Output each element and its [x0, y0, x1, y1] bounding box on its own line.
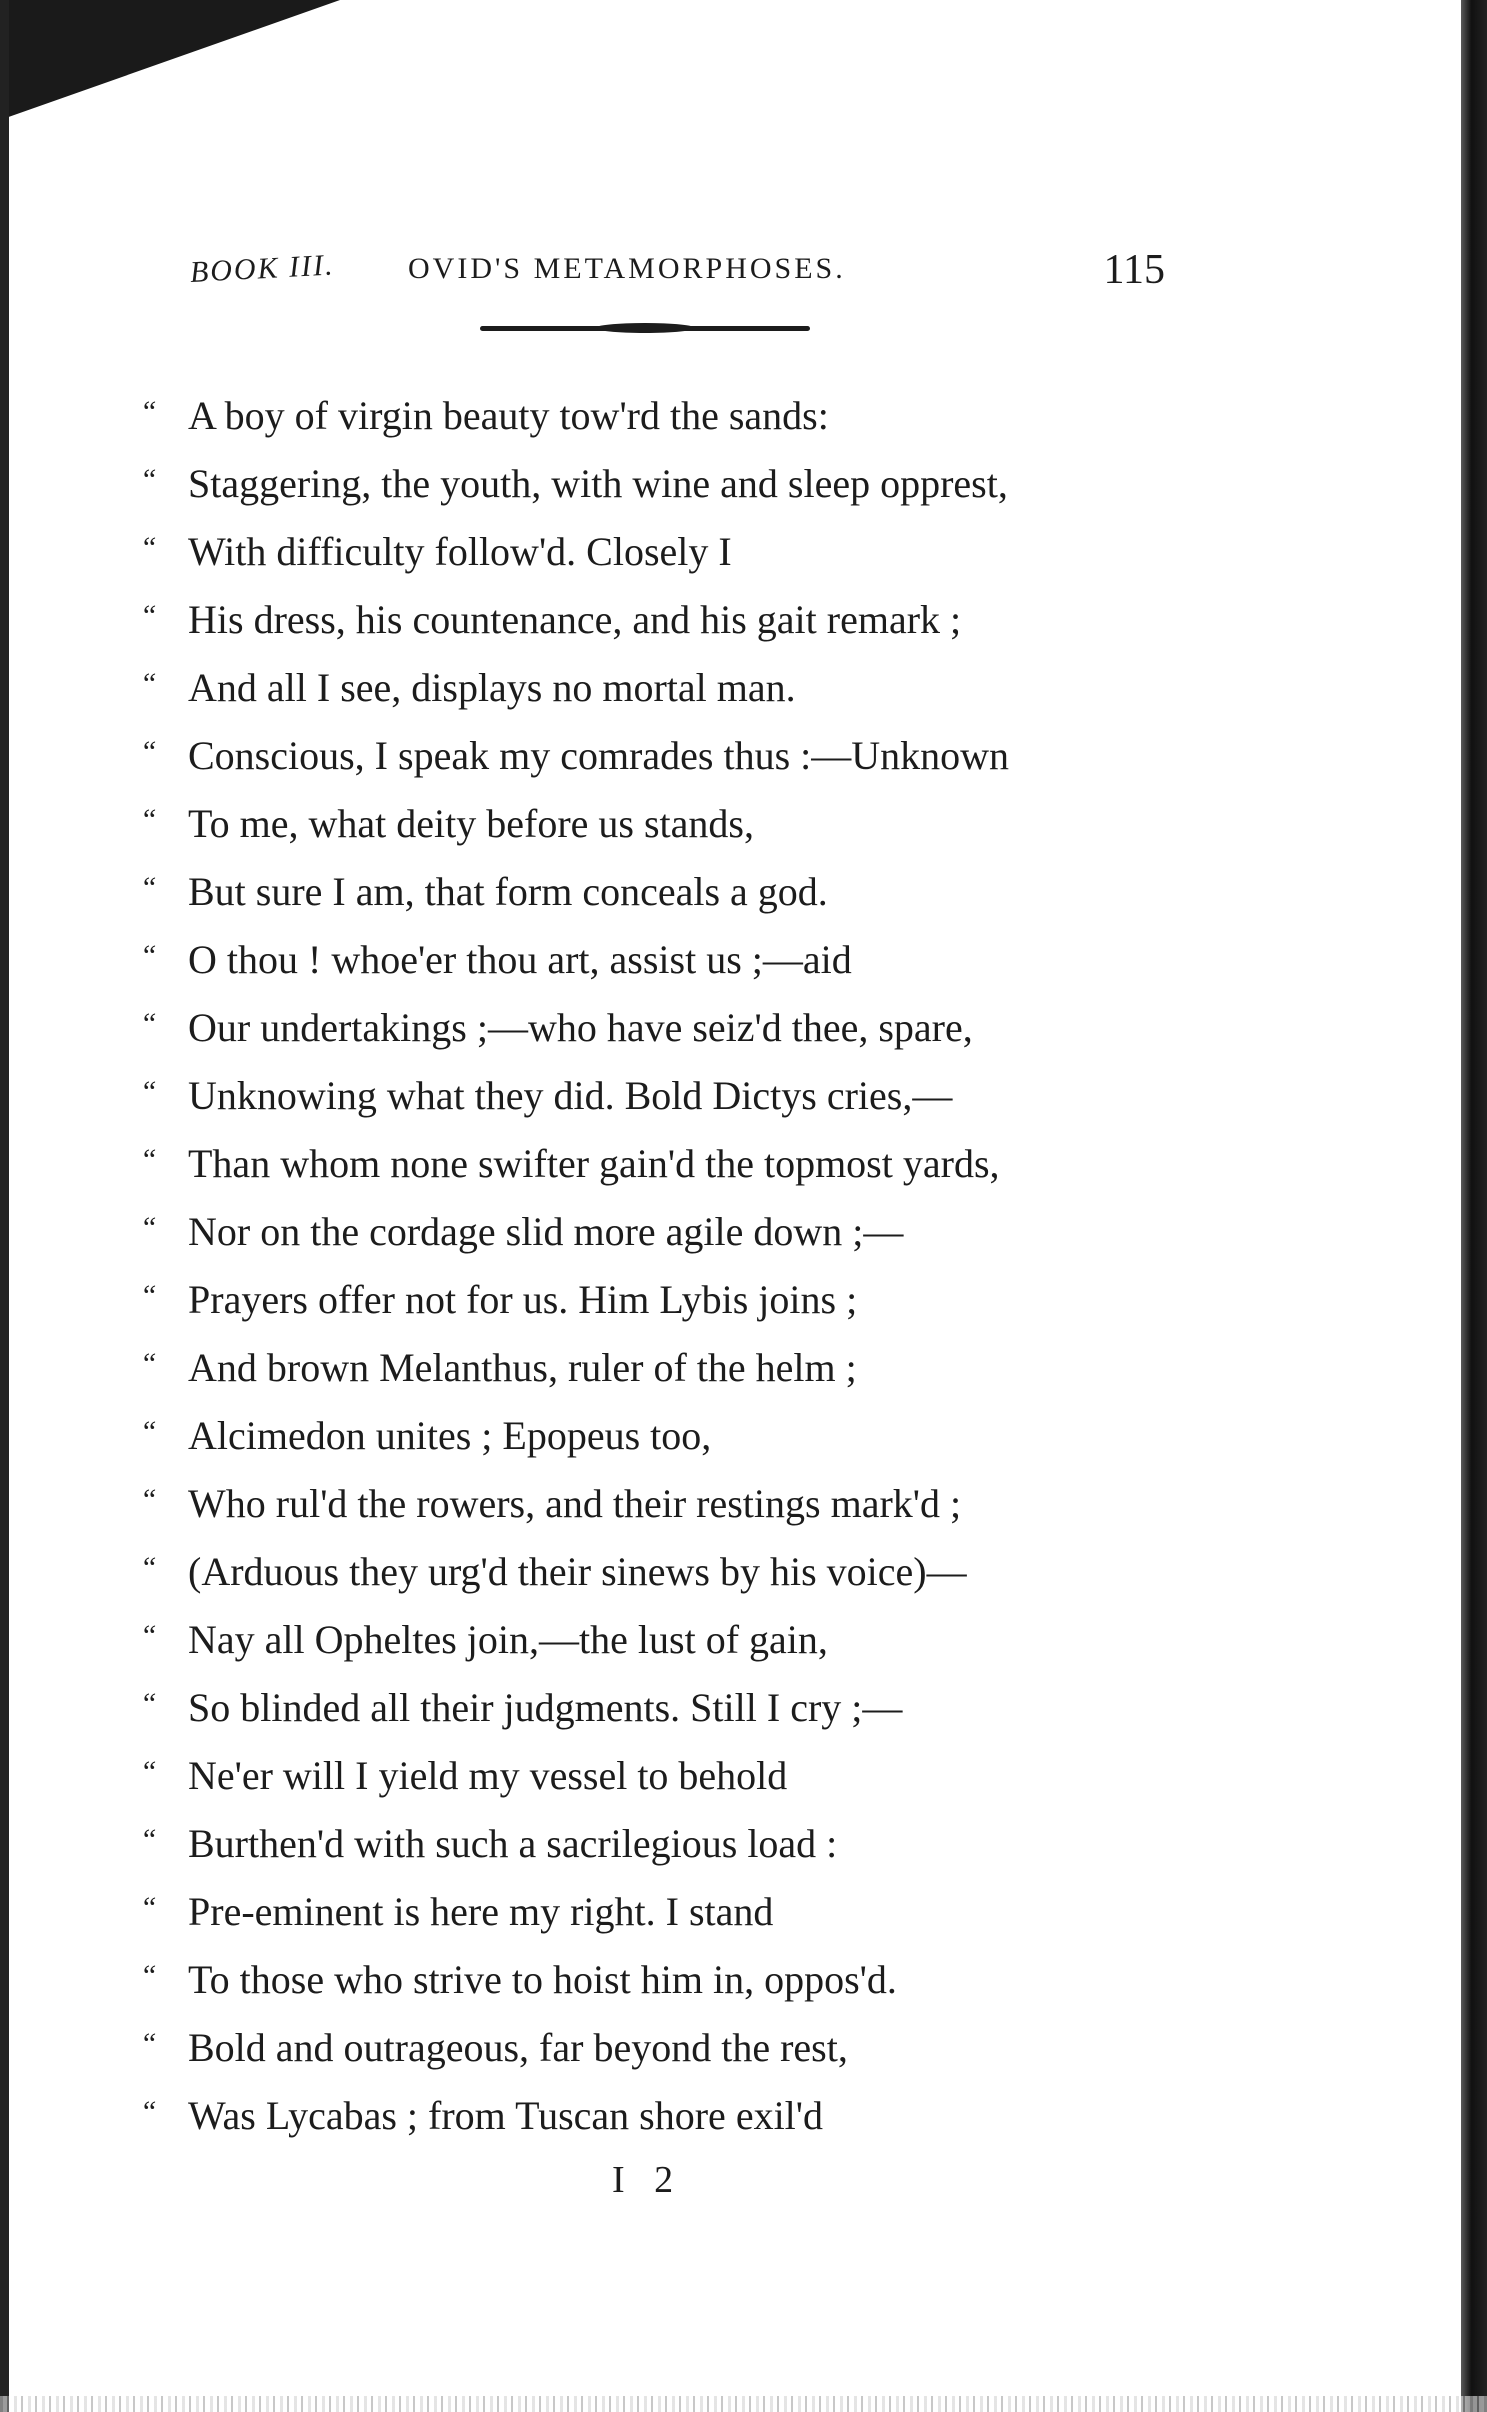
verse-line-text: And brown Melanthus, ruler of the helm ;	[188, 1345, 857, 1390]
page-number: 115	[1103, 247, 1165, 293]
verse-line	[140, 518, 1140, 586]
verse-line-text: His dress, his countenance, and his gait remark ;	[188, 597, 962, 642]
quote-mark: “	[140, 531, 157, 564]
verse-line	[140, 1742, 1140, 1810]
quote-mark: “	[140, 1755, 157, 1788]
quote-mark: “	[140, 2027, 157, 2060]
header-rule	[480, 326, 810, 331]
verse-line	[140, 1402, 1140, 1470]
verse-line-text: But sure I am, that form conceals a god.	[188, 869, 828, 914]
verse-line-text: Prayers offer not for us. Him Lybis joins ;	[188, 1277, 858, 1322]
verse-line	[140, 858, 1140, 926]
verse-line	[140, 1946, 1140, 2014]
verse-line	[140, 926, 1140, 994]
quote-mark: “	[140, 1347, 157, 1380]
verse-line-text: Pre-eminent is here my right. I stand	[188, 1889, 774, 1934]
verse-line	[140, 1130, 1140, 1198]
quote-mark: “	[140, 803, 157, 836]
verse-line-text: Nay all Opheltes join,—the lust of gain,	[188, 1617, 828, 1662]
quote-mark: “	[140, 1075, 157, 1108]
quote-mark: “	[140, 1959, 157, 1992]
quote-mark: “	[140, 463, 157, 496]
quote-mark: “	[140, 1483, 157, 1516]
verse-line-text: Our undertakings ;—who have seiz'd thee, spare,	[188, 1005, 973, 1050]
quote-mark: “	[140, 2095, 157, 2128]
verse-line	[140, 1266, 1140, 1334]
verse-line	[140, 654, 1140, 722]
running-header	[190, 248, 1165, 308]
verse-line-text: Nor on the cordage slid more agile down ;—	[188, 1209, 904, 1254]
verse-line-text: O thou ! whoe'er thou art, assist us ;—aid	[188, 937, 852, 982]
quote-mark: “	[140, 1619, 157, 1652]
book-number: BOOK III.	[189, 248, 336, 289]
verse-line	[140, 790, 1140, 858]
verse-line-text: To me, what deity before us stands,	[188, 801, 754, 846]
quote-mark: “	[140, 1551, 157, 1584]
verse-line	[140, 1198, 1140, 1266]
quote-mark: “	[140, 939, 157, 972]
verse-line	[140, 1674, 1140, 1742]
verse-line	[140, 382, 1140, 450]
verse-line	[140, 722, 1140, 790]
verse-line-text: Burthen'd with such a sacrilegious load :	[188, 1821, 838, 1866]
verse-line	[140, 450, 1140, 518]
quote-mark: “	[140, 395, 157, 428]
running-title: OVID'S METAMORPHOSES.	[408, 252, 846, 285]
verse-line-text: With difficulty follow'd. Closely I	[188, 529, 732, 574]
verse-line-text: Than whom none swifter gain'd the topmost yards,	[188, 1141, 1000, 1186]
quote-mark: “	[140, 871, 157, 904]
verse-line-text: Ne'er will I yield my vessel to behold	[188, 1753, 788, 1798]
quote-mark: “	[140, 1687, 157, 1720]
scan-corner-shadow	[0, 0, 340, 120]
verse-line-text: Bold and outrageous, far beyond the rest,	[188, 2025, 848, 2070]
quote-mark: “	[140, 735, 157, 768]
verse-line	[140, 586, 1140, 654]
quote-mark: “	[140, 1143, 157, 1176]
verse-line-text: To those who strive to hoist him in, oppos'd.	[188, 1957, 897, 2002]
scan-bottom-edge	[0, 2396, 1487, 2412]
quote-mark: “	[140, 1007, 157, 1040]
quote-mark: “	[140, 667, 157, 700]
verse-line-text: (Arduous they urg'd their sinews by his voice)—	[188, 1549, 967, 1594]
quote-mark: “	[140, 1211, 157, 1244]
scan-binding-edge	[1461, 0, 1487, 2412]
verse-line-text: Alcimedon unites ; Epopeus too,	[188, 1413, 712, 1458]
verse-line	[140, 2082, 1140, 2150]
verse-line	[140, 1470, 1140, 1538]
quote-mark: “	[140, 1279, 157, 1312]
verse-line	[140, 1878, 1140, 1946]
verse-line-text: Was Lycabas ; from Tuscan shore exil'd	[188, 2093, 823, 2138]
verse-line	[140, 1606, 1140, 1674]
verse-line-text: Unknowing what they did. Bold Dictys cries,—	[188, 1073, 953, 1118]
verse-line-text: Who rul'd the rowers, and their restings mark'd ;	[188, 1481, 962, 1526]
signature-mark: I 2	[612, 2159, 684, 2201]
quote-mark: “	[140, 599, 157, 632]
quote-mark: “	[140, 1823, 157, 1856]
quote-mark: “	[140, 1415, 157, 1448]
verse-line-text: Staggering, the youth, with wine and sleep opprest,	[188, 461, 1008, 506]
scan-left-edge	[0, 0, 9, 2412]
verse-line	[140, 1538, 1140, 1606]
verse-line-text: So blinded all their judgments. Still I cry ;—	[188, 1685, 903, 1730]
verse-body	[140, 382, 1140, 2150]
quote-mark: “	[140, 1891, 157, 1924]
verse-line-text: Conscious, I speak my comrades thus :—Unknown	[188, 733, 1010, 778]
verse-line-text: And all I see, displays no mortal man.	[188, 665, 796, 710]
verse-line	[140, 994, 1140, 1062]
verse-line	[140, 1810, 1140, 1878]
verse-line	[140, 1334, 1140, 1402]
verse-line	[140, 2014, 1140, 2082]
verse-line-text: A boy of virgin beauty tow'rd the sands:	[188, 393, 829, 438]
verse-line	[140, 1062, 1140, 1130]
